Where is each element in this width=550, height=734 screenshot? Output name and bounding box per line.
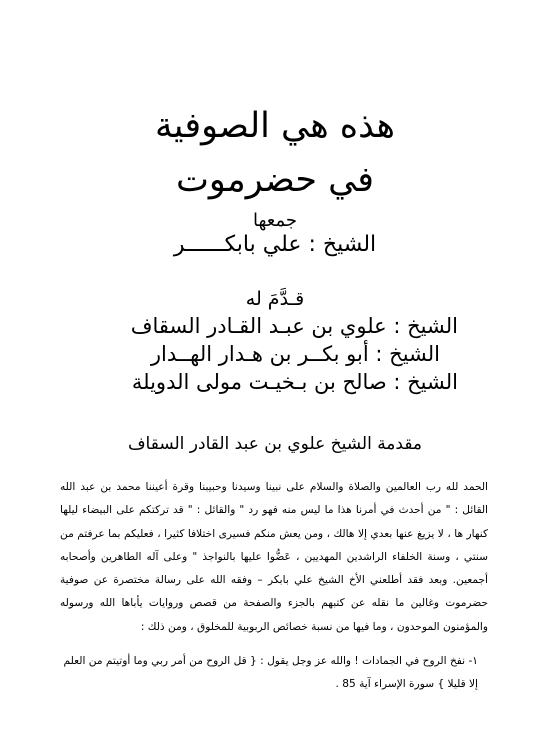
introducers-list bbox=[60, 312, 458, 396]
introduced-by-label: قـدَّمَ له bbox=[245, 288, 305, 310]
introducer-3: الشيخ : صالح بن بـخيـت مولى الدويلة bbox=[131, 370, 458, 394]
introducer-1: الشيخ : علوي بن عبـد القـادر السقاف bbox=[130, 314, 458, 338]
section-heading: مقدمة الشيخ علوي بن عبد القادر السقاف bbox=[127, 434, 423, 454]
book-title-line-2: في حضرموت bbox=[175, 160, 375, 200]
compiled-by-label: جمعها bbox=[253, 210, 297, 231]
quoted-point-1: ١- نفخ الروح في الجمادات ! والله عز وجل يقول : { قل الروح من أمر ربي وما أوتيتم من العلم إلا قليلا } سورة الإسراء آية 85 . bbox=[63, 655, 478, 691]
introducer-2: الشيخ : أبو بكــر بن هـدار الهــدار bbox=[150, 342, 440, 366]
compiler-name: الشيخ : علي بابكــــــر bbox=[173, 232, 377, 257]
intro-paragraph: الحمد لله رب العالمين والصلاة والسلام على نبينا وسيدنا وحبيبنا وقرة أعيننا محمد بن عبد الله القائل : " من أحدث في أمرنا هذا ما ليس منه فهو رد " والقائل : " قد تركتكم على البيضاء ليلها كنهار ها ، لا يزيغ عنها بعدي إلا هالك ، ومن يعش منكم فسيرى اختلافا كثيرا ، فعليكم بما عرفتم من سنتي ، وسنة الخلفاء الراشدين المهديين ، عَضُّوا عليها بالنواجذ " وعلى آله الطاهرين وأصحابه أجمعين. وبعد فقد أطلعني الأخ الشيخ علي بابكر – وفقه الله على رسالة مختصرة عن صوفية حضرموت وغالين ما نقله عن كتبهم بالجزء والصفحة من قصص وروايات يأباها الله ورسوله والمؤمنون الموحدون ، وما فيها من نسبة خصائص الربوبية للمخلوق ، ومن ذلك : bbox=[60, 481, 488, 633]
book-title-line-1: هذه هي الصوفية bbox=[155, 106, 395, 146]
